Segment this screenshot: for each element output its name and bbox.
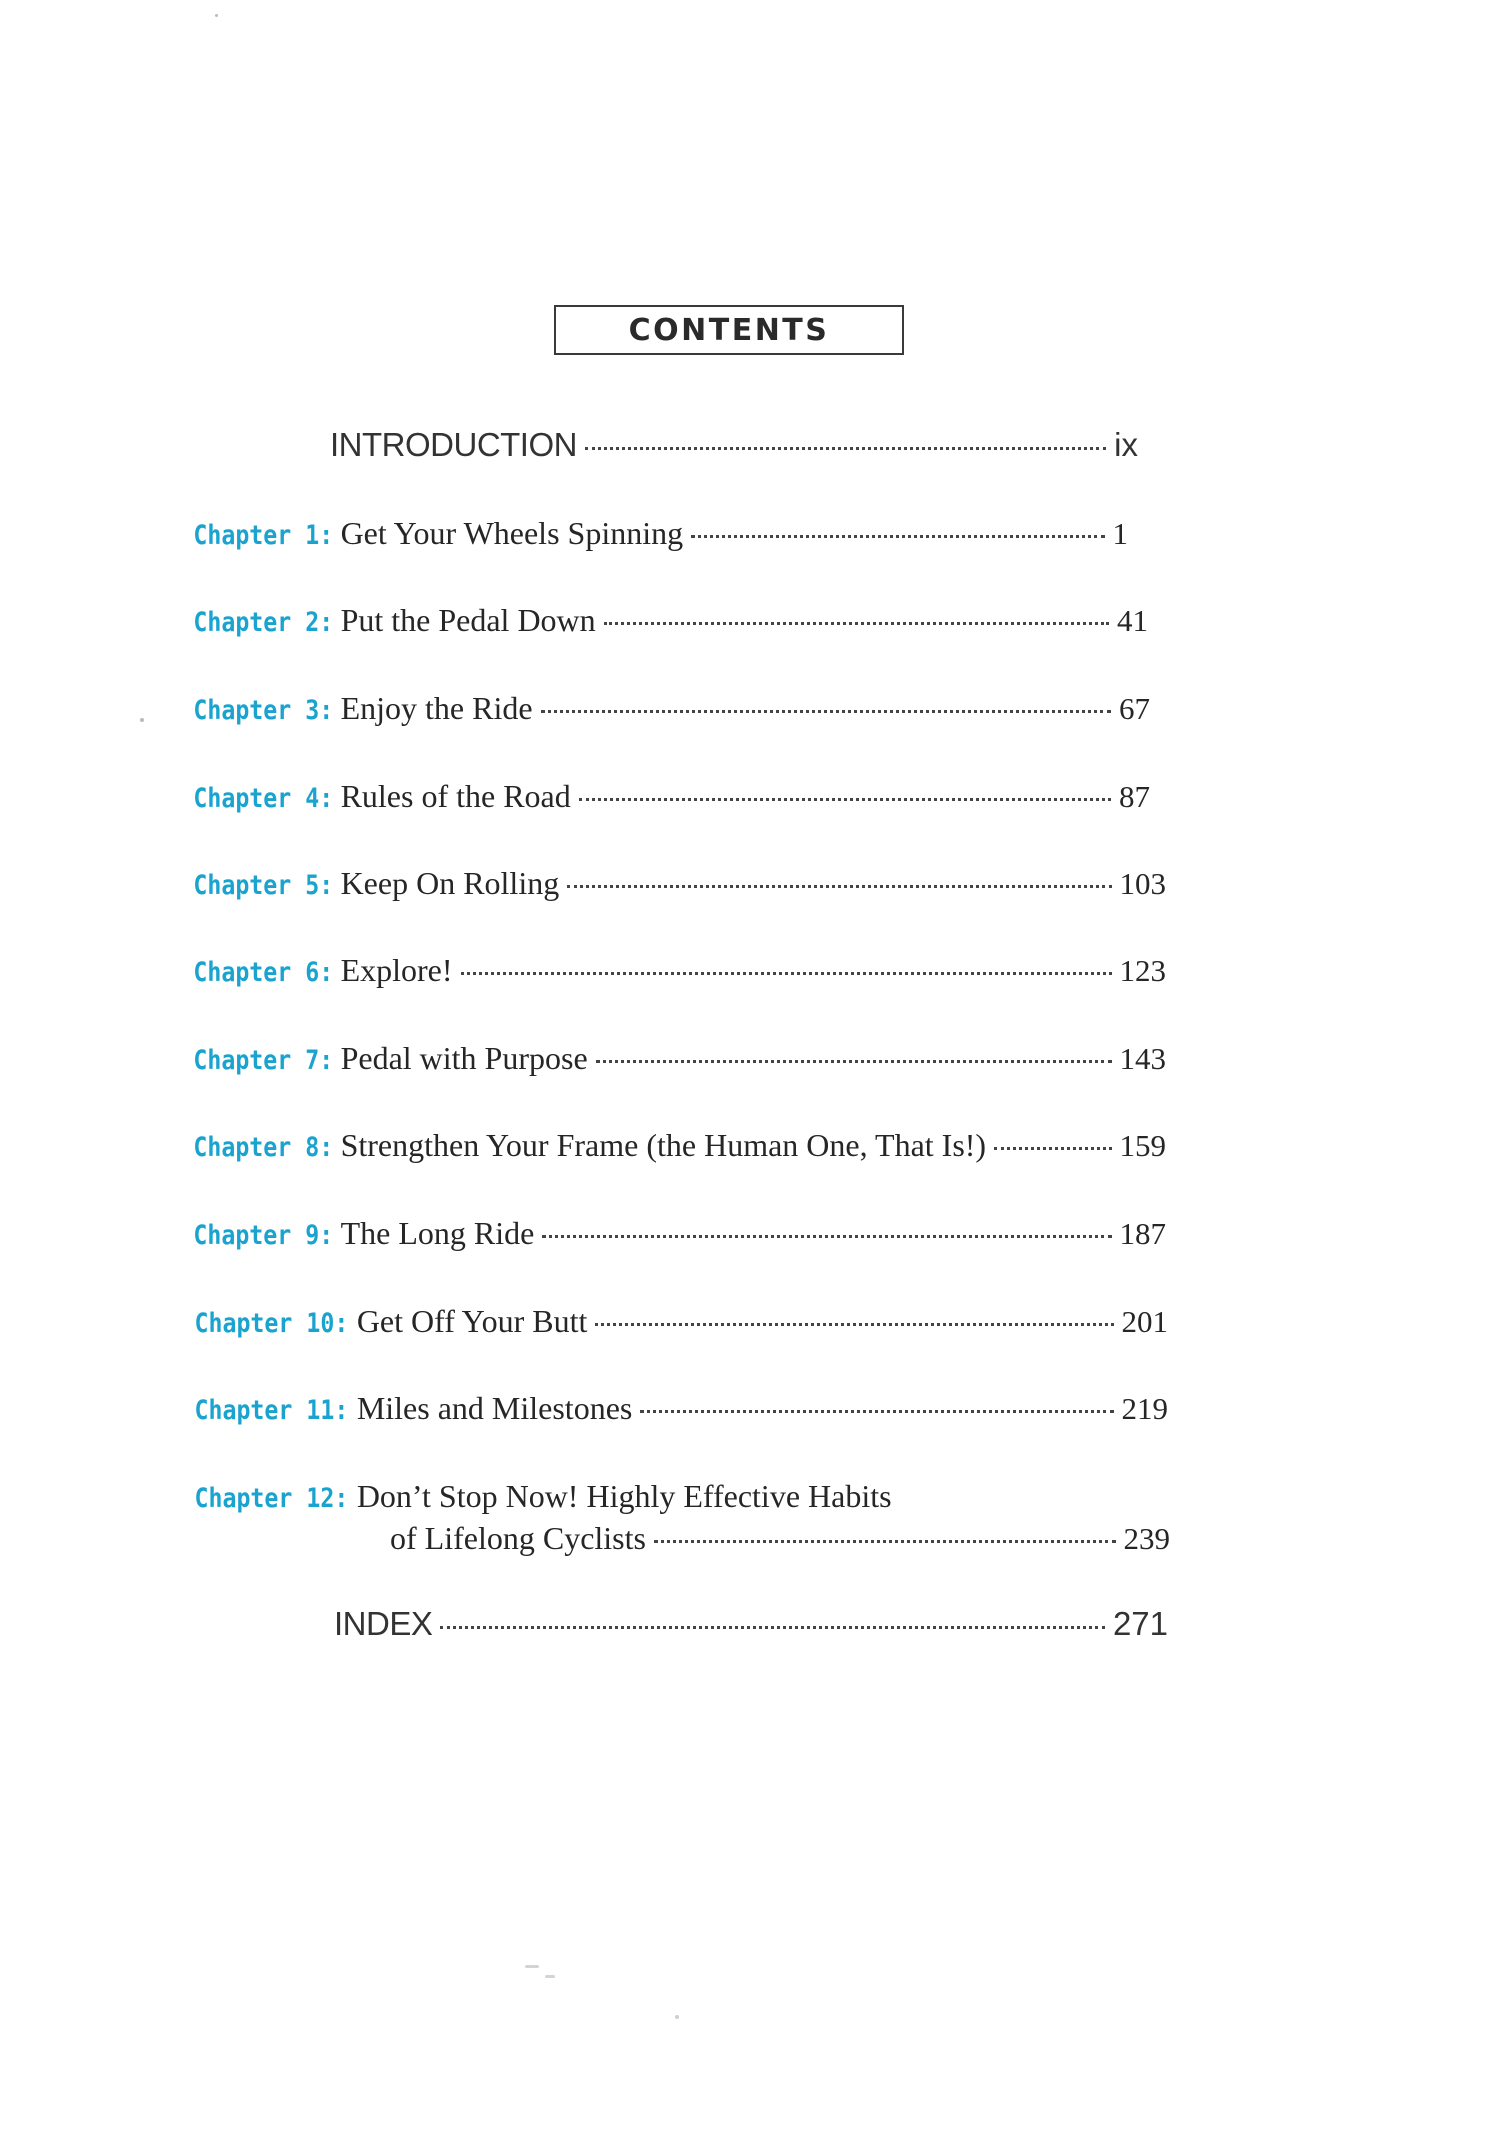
chapter-label: Chapter 11: bbox=[194, 1395, 349, 1426]
dot-leader bbox=[585, 447, 1106, 450]
toc-entry-title: Rules of the Road bbox=[340, 778, 571, 814]
toc-entry-title-line2: of Lifelong Cyclists bbox=[390, 1520, 646, 1556]
toc-entry-chapter-8[interactable] bbox=[182, 1127, 1166, 1171]
chapter-label: Chapter 12: bbox=[194, 1483, 349, 1514]
chapter-label: Chapter 7: bbox=[193, 1045, 334, 1076]
toc-entry-chapter-4[interactable] bbox=[182, 778, 1150, 822]
toc-page-number: 271 bbox=[1112, 1605, 1168, 1642]
chapter-label: Chapter 3: bbox=[193, 695, 334, 726]
toc-page-number: 103 bbox=[1119, 866, 1166, 901]
toc-entry-index[interactable] bbox=[334, 1605, 1168, 1649]
chapter-label: Chapter 10: bbox=[194, 1308, 349, 1339]
chapter-label: Chapter 2: bbox=[193, 607, 334, 638]
toc-entry-chapter-6[interactable] bbox=[182, 952, 1166, 996]
toc-entry-title: The Long Ride bbox=[340, 1215, 535, 1251]
toc-page-number: 41 bbox=[1117, 603, 1148, 638]
toc-entry-title: INTRODUCTION bbox=[330, 426, 577, 463]
toc-entry-chapter-7[interactable] bbox=[182, 1040, 1166, 1084]
scan-speck bbox=[140, 718, 144, 722]
toc-entry-title: Get Your Wheels Spinning bbox=[340, 515, 684, 551]
toc-entry-title: INDEX bbox=[334, 1605, 433, 1642]
toc-page-number: 219 bbox=[1121, 1391, 1168, 1426]
scan-speck bbox=[525, 1965, 539, 1968]
toc-entry-chapter-3[interactable] bbox=[182, 690, 1150, 734]
contents-heading-box bbox=[554, 305, 904, 355]
toc-entry-title: Strengthen Your Frame (the Human One, That Is!) bbox=[340, 1127, 987, 1163]
page-title: CONTENTS bbox=[628, 312, 830, 348]
dot-leader bbox=[567, 885, 1111, 888]
scan-speck bbox=[675, 2015, 679, 2019]
chapter-label: Chapter 4: bbox=[193, 783, 334, 814]
chapter-label: Chapter 5: bbox=[193, 870, 334, 901]
toc-entry-title: Pedal with Purpose bbox=[340, 1040, 588, 1076]
chapter-label: Chapter 9: bbox=[193, 1220, 334, 1251]
toc-page-number: 1 bbox=[1112, 516, 1128, 551]
toc-entry-chapter-12[interactable] bbox=[182, 1478, 982, 1522]
dot-leader bbox=[994, 1147, 1111, 1150]
dot-leader bbox=[541, 710, 1111, 713]
dot-leader bbox=[604, 622, 1109, 625]
toc-page-number: 87 bbox=[1119, 779, 1150, 814]
dot-leader bbox=[595, 1323, 1113, 1326]
toc-entry-chapter-2[interactable] bbox=[182, 602, 1148, 646]
dot-leader bbox=[654, 1540, 1116, 1543]
toc-page-number: 67 bbox=[1119, 691, 1150, 726]
toc-entry-title: Put the Pedal Down bbox=[340, 602, 596, 638]
toc-entry-chapter-5[interactable] bbox=[182, 865, 1166, 909]
toc-page-number: 159 bbox=[1119, 1128, 1166, 1163]
toc-entry-title: Don’t Stop Now! Highly Effective Habits bbox=[356, 1478, 892, 1514]
scan-speck bbox=[545, 1975, 555, 1978]
dot-leader bbox=[579, 798, 1111, 801]
toc-entry-chapter-1[interactable] bbox=[182, 515, 1128, 559]
toc-page-number: 143 bbox=[1119, 1041, 1166, 1076]
toc-page-number: 201 bbox=[1121, 1304, 1168, 1339]
toc-entry-introduction[interactable] bbox=[330, 426, 1138, 470]
dot-leader bbox=[461, 972, 1112, 975]
toc-entry-chapter-11[interactable] bbox=[182, 1390, 1168, 1434]
toc-entry-title: Enjoy the Ride bbox=[340, 690, 533, 726]
toc-entry-title: Get Off Your Butt bbox=[356, 1303, 588, 1339]
dot-leader bbox=[640, 1410, 1113, 1413]
dot-leader bbox=[691, 535, 1104, 538]
dot-leader bbox=[596, 1060, 1112, 1063]
toc-entry-chapter-10[interactable] bbox=[182, 1303, 1168, 1347]
toc-page-number: ix bbox=[1114, 426, 1138, 463]
toc-page-number: 187 bbox=[1119, 1216, 1166, 1251]
chapter-label: Chapter 6: bbox=[193, 957, 334, 988]
chapter-label: Chapter 8: bbox=[193, 1132, 334, 1163]
toc-entry-chapter-12-continued[interactable] bbox=[390, 1520, 1170, 1564]
toc-page-number: 123 bbox=[1119, 953, 1166, 988]
toc-entry-title: Explore! bbox=[340, 952, 453, 988]
scan-speck bbox=[215, 14, 218, 17]
toc-entry-title: Keep On Rolling bbox=[340, 865, 560, 901]
toc-entry-chapter-9[interactable] bbox=[182, 1215, 1166, 1259]
chapter-label: Chapter 1: bbox=[193, 520, 334, 551]
dot-leader bbox=[440, 1626, 1105, 1629]
toc-entry-title: Miles and Milestones bbox=[356, 1390, 633, 1426]
dot-leader bbox=[542, 1235, 1111, 1238]
toc-page-number: 239 bbox=[1123, 1521, 1170, 1556]
